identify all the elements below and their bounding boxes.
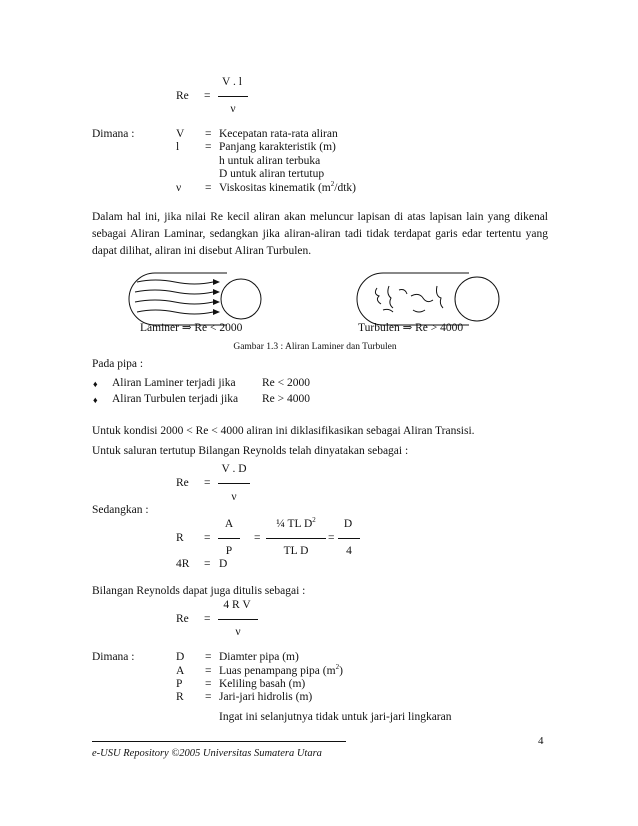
bullet-condition: Re > 4000 — [262, 393, 311, 405]
def1-text: Kecepatan rata-rata aliran — [219, 128, 338, 140]
def2-sym: D — [176, 651, 185, 663]
eq3-den2: TL D — [283, 545, 309, 557]
def2-sym: P — [176, 678, 183, 690]
eq5-fraction-bar — [218, 619, 258, 620]
def2-sym: R — [176, 691, 184, 703]
bullet-text: Aliran Turbulen terjadi jika — [112, 393, 239, 405]
bullet-icon: ♦ — [93, 379, 98, 389]
paragraph-reynolds-intro: Dalam hal ini, jika nilai Re kecil aliran akan meluncur lapisan di atas lapisan lain yang dikenal sebagai Aliran Laminar, sedangkan jika aliran-aliran tadi tidak terdapat garis edar tertentu yang dapat dilihat, aliran ini disebut Aliran Turbulen. — [92, 211, 548, 257]
eq3-num1: A — [224, 518, 234, 530]
eq3-equals-1: = — [204, 532, 211, 544]
def2-eq: = — [205, 678, 212, 690]
def1-eq: = — [205, 128, 212, 140]
def1-text: h untuk aliran terbuka — [219, 155, 321, 167]
eq5-denominator: ν — [235, 626, 241, 638]
bullet-icon: ♦ — [93, 395, 98, 405]
def2-eq: = — [205, 665, 212, 677]
eq1-denominator: ν — [230, 103, 236, 115]
note-text: Ingat ini selanjutnya tidak untuk jari-jari lingkaran — [219, 711, 452, 723]
eq5-numerator: 4 R V — [223, 599, 251, 611]
eq3-num2: ¼ TL $D^2$ — [276, 516, 316, 530]
eq1-lhs: Re — [176, 90, 189, 102]
eq1-equals: = — [204, 90, 211, 102]
bilangan-sentence: Bilangan Reynolds dapat juga ditulis sebagai : — [92, 585, 306, 597]
transisi-sentence: Untuk kondisi 2000 < Re < 4000 aliran ini diklasifikasikan sebagai Aliran Transisi. — [92, 425, 475, 437]
def2-text: Jari-jari hidrolis (m) — [219, 691, 313, 703]
eq4-rhs: D — [219, 558, 228, 570]
pada-pipa-heading: Pada pipa : — [92, 358, 144, 370]
eq3-equals-2: = — [254, 532, 261, 544]
def1-sym: ν — [176, 182, 182, 194]
def1-sym: V — [176, 128, 185, 140]
def2-eq: = — [205, 691, 212, 703]
def1-eq: = — [205, 182, 212, 194]
footer-divider — [92, 741, 346, 742]
bullet-condition: Re < 2000 — [262, 377, 311, 389]
eq5-equals: = — [204, 613, 211, 625]
bullet-text: Aliran Laminer terjadi jika — [112, 377, 236, 389]
def2-text: Diamter pipa (m) — [219, 651, 299, 663]
eq3-fraction-bar-3 — [338, 538, 360, 539]
eq1-fraction-bar — [218, 96, 248, 97]
eq3-fraction-bar-2 — [266, 538, 326, 539]
eq2-equals: = — [204, 477, 211, 489]
eq4-lhs: 4R — [176, 558, 190, 570]
def2-text: Luas penampang pipa $(m^2)$ — [219, 663, 343, 677]
def2-eq: = — [205, 651, 212, 663]
eq3-num3: D — [343, 518, 353, 530]
eq3-lhs: R — [176, 532, 184, 544]
def1-text: Viskositas kinematik $(m^2/dtk)$ — [219, 180, 356, 194]
eq3-fraction-bar-1 — [218, 538, 240, 539]
figure-caption: Gambar 1.3 : Aliran Laminer dan Turbulen — [233, 342, 397, 352]
def1-label: Dimana : — [92, 128, 135, 140]
saluran-sentence: Untuk saluran tertutup Bilangan Reynolds telah dinyatakan sebagai : — [92, 445, 409, 457]
eq2-lhs: Re — [176, 477, 189, 489]
eq2-numerator: V . D — [221, 463, 247, 475]
eq1-numerator: V . l — [222, 76, 242, 88]
page-number: 4 — [538, 735, 544, 747]
def1-text: Panjang karakteristik (m) — [219, 141, 336, 153]
footer-text: e-USU Repository ©2005 Universitas Sumatera Utara — [92, 748, 322, 759]
eq3-den1: P — [225, 545, 233, 557]
def1-text: D untuk aliran tertutup — [219, 168, 325, 180]
turbulent-label: Turbulen ⇒ Re > 4000 — [358, 322, 464, 334]
def2-text: Keliling basah (m) — [219, 678, 306, 690]
def1-eq: = — [205, 141, 212, 153]
def1-sym: l — [176, 141, 180, 153]
eq2-denominator: ν — [231, 491, 237, 503]
eq4-equals: = — [204, 558, 211, 570]
def2-sym: A — [176, 665, 185, 677]
eq3-equals-3: = — [328, 532, 335, 544]
def2-label: Dimana : — [92, 651, 135, 663]
eq3-den3: 4 — [346, 545, 352, 557]
eq5-lhs: Re — [176, 613, 189, 625]
sedangkan-label: Sedangkan : — [92, 504, 149, 516]
eq2-fraction-bar — [218, 483, 250, 484]
laminar-label: Laminer ⇒ Re < 2000 — [140, 322, 243, 334]
